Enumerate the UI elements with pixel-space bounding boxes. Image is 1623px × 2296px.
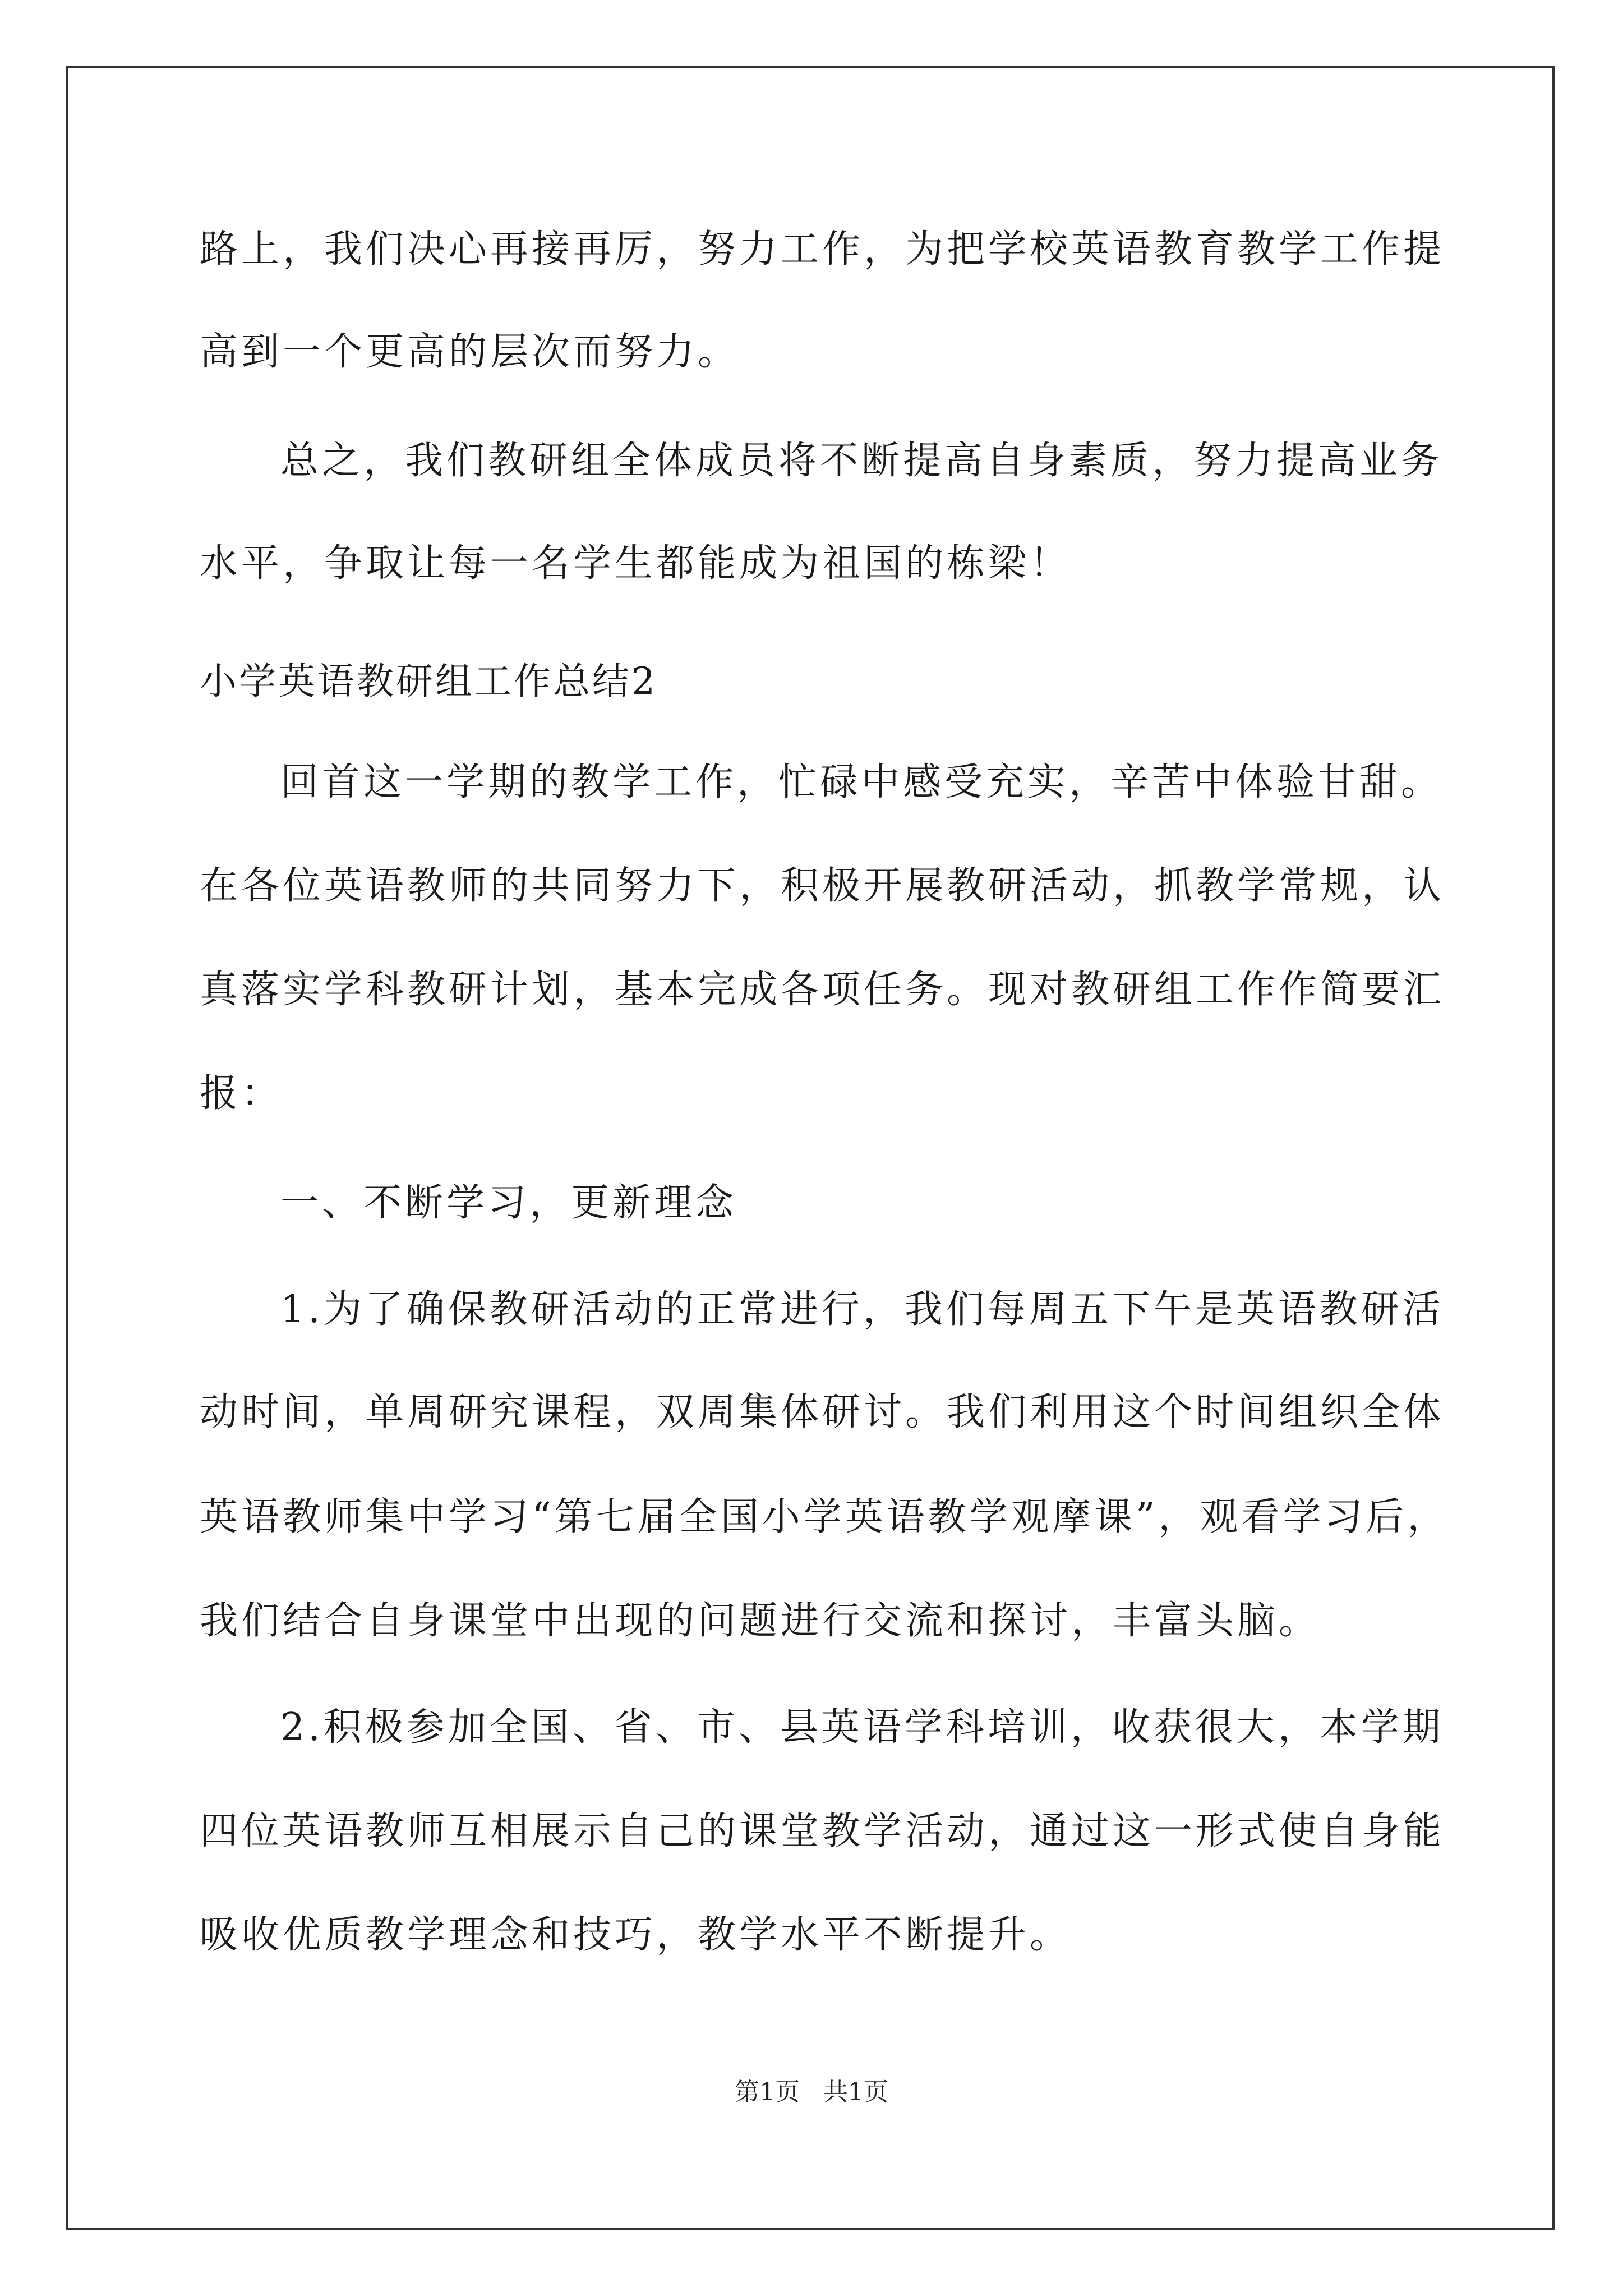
subheading: 一、不断学习，更新理念 (280, 1181, 737, 1225)
page-footer (0, 2076, 1623, 2109)
page-border (66, 66, 1555, 2230)
paragraph-line: 英语教师集中学习“第七届全国小学英语教学观摩课”，观看学习后， (200, 1495, 1449, 1539)
paragraph-line: 路上，我们决心再接再厉，努力工作，为把学校英语教育教学工作提 (200, 227, 1445, 272)
paragraph-line: 总之，我们教研组全体成员将不断提高自身素质，努力提高业务 (280, 439, 1443, 483)
paragraph-line: 高到一个更高的层次而努力。 (200, 330, 740, 374)
paragraph-line: 报： (200, 1071, 283, 1116)
paragraph-line: 2.积极参加全国、省、市、县英语学科培训，收获很大，本学期 (280, 1705, 1444, 1750)
page-total: 共1页 (823, 2078, 888, 2106)
paragraph-line: 1.为了确保教研活动的正常进行，我们每周五下午是英语教研活 (280, 1287, 1444, 1332)
section-title: 小学英语教研组工作总结2 (200, 660, 657, 703)
paragraph-line: 真落实学科教研计划，基本完成各项任务。现对教研组工作作简要汇 (200, 968, 1445, 1012)
page-number: 第1页 (735, 2078, 800, 2106)
paragraph-line: 我们结合自身课堂中出现的问题进行交流和探讨，丰富头脑。 (200, 1599, 1321, 1643)
paragraph-line: 在各位英语教师的共同努力下，积极开展教研活动，抓教学常规，认 (200, 864, 1445, 908)
paragraph-line: 水平，争取让每一名学生都能成为祖国的栋梁！ (200, 541, 1072, 586)
paragraph-line: 四位英语教师互相展示自己的课堂教学活动，通过这一形式使自身能 (200, 1809, 1445, 1853)
paragraph-line: 吸收优质教学理念和技巧，教学水平不断提升。 (200, 1913, 1072, 1957)
paragraph-line: 回首这一学期的教学工作，忙碌中感受充实，辛苦中体验甘甜。 (280, 760, 1443, 804)
paragraph-line: 动时间，单周研究课程，双周集体研讨。我们利用这个时间组织全体 (200, 1390, 1445, 1434)
